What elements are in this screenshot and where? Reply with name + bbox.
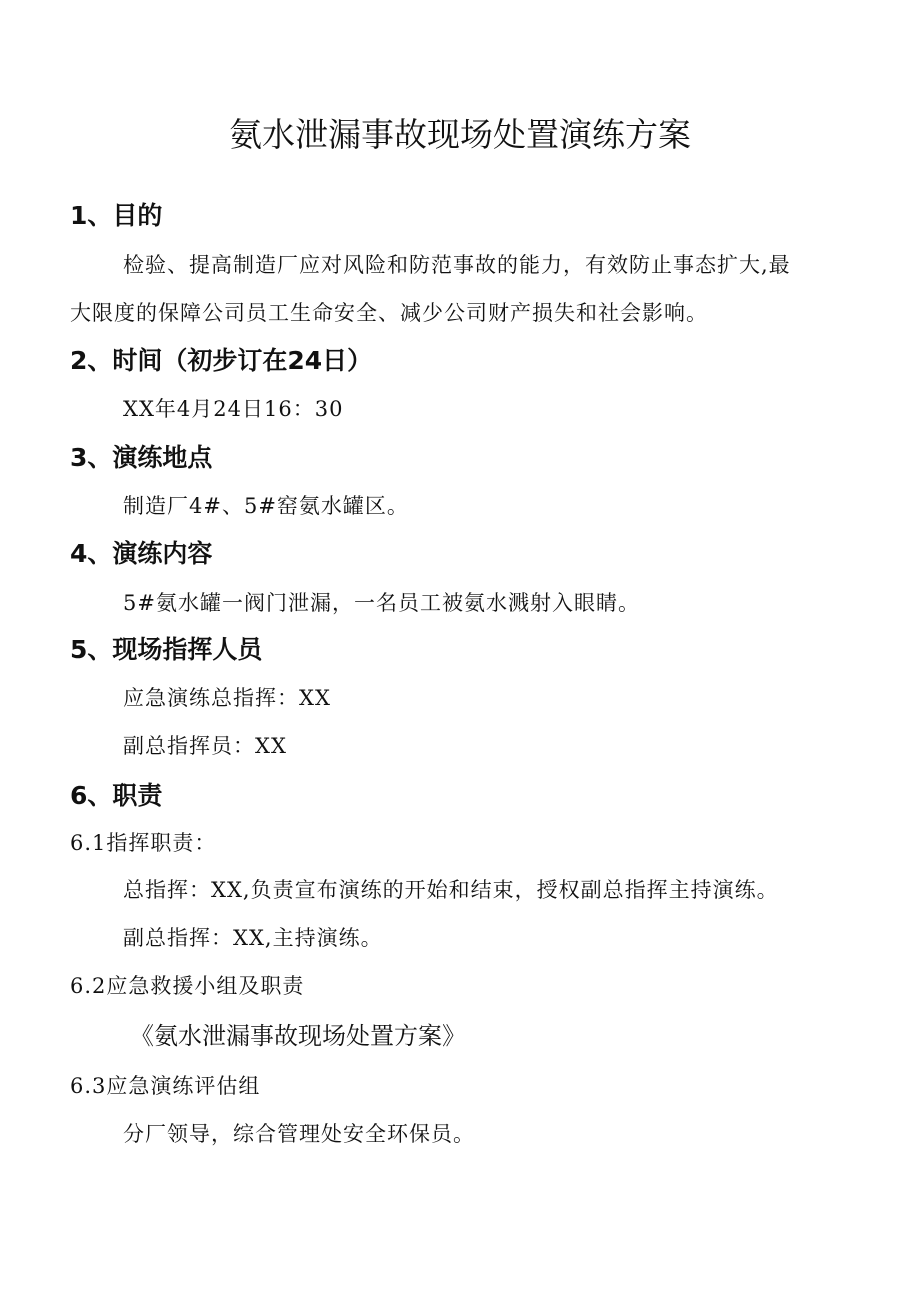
purpose-text-line-2: 大限度的保障公司员工生命安全、减少公司财产损失和社会影响。 — [70, 301, 708, 325]
section-heading-duties: 6、职责 — [70, 781, 163, 810]
commander-text: 应急演练总指挥：XX — [123, 686, 331, 710]
time-text: XX年4月24日16：30 — [123, 397, 344, 421]
deputy-commander-text: 副总指挥员：XX — [123, 734, 287, 758]
content-text: 5#氨水罐一阀门泄漏，一名员工被氨水溅射入眼睛。 — [123, 591, 640, 615]
location-text: 制造厂4#、5#窑氨水罐区。 — [123, 494, 409, 518]
section-heading-commanders: 5、现场指挥人员 — [70, 635, 263, 664]
subsection-evaluation-team-label: 6.3应急演练评估组 — [70, 1074, 261, 1098]
purpose-text-line-1: 检验、提高制造厂应对风险和防范事故的能力，有效防止事态扩大,最 — [123, 253, 791, 277]
evaluation-team-text: 分厂领导，综合管理处安全环保员。 — [123, 1122, 475, 1146]
section-heading-location: 3、演练地点 — [70, 443, 213, 472]
section-heading-time: 2、时间（初步订在24日） — [70, 346, 373, 375]
section-heading-content: 4、演练内容 — [70, 539, 213, 568]
subsection-rescue-team-label: 6.2应急救援小组及职责 — [70, 974, 305, 998]
rescue-plan-document-title: 《氨水泄漏事故现场处置方案》 — [130, 1022, 466, 1050]
subsection-command-duties-label: 6.1指挥职责： — [70, 831, 217, 855]
command-duties-text-1: 总指挥：XX,负责宣布演练的开始和结束，授权副总指挥主持演练。 — [123, 878, 779, 902]
document-title: 氨水泄漏事故现场处置演练方案 — [229, 115, 691, 154]
command-duties-text-2: 副总指挥：XX,主持演练。 — [123, 926, 383, 950]
section-heading-purpose: 1、目的 — [70, 201, 163, 230]
